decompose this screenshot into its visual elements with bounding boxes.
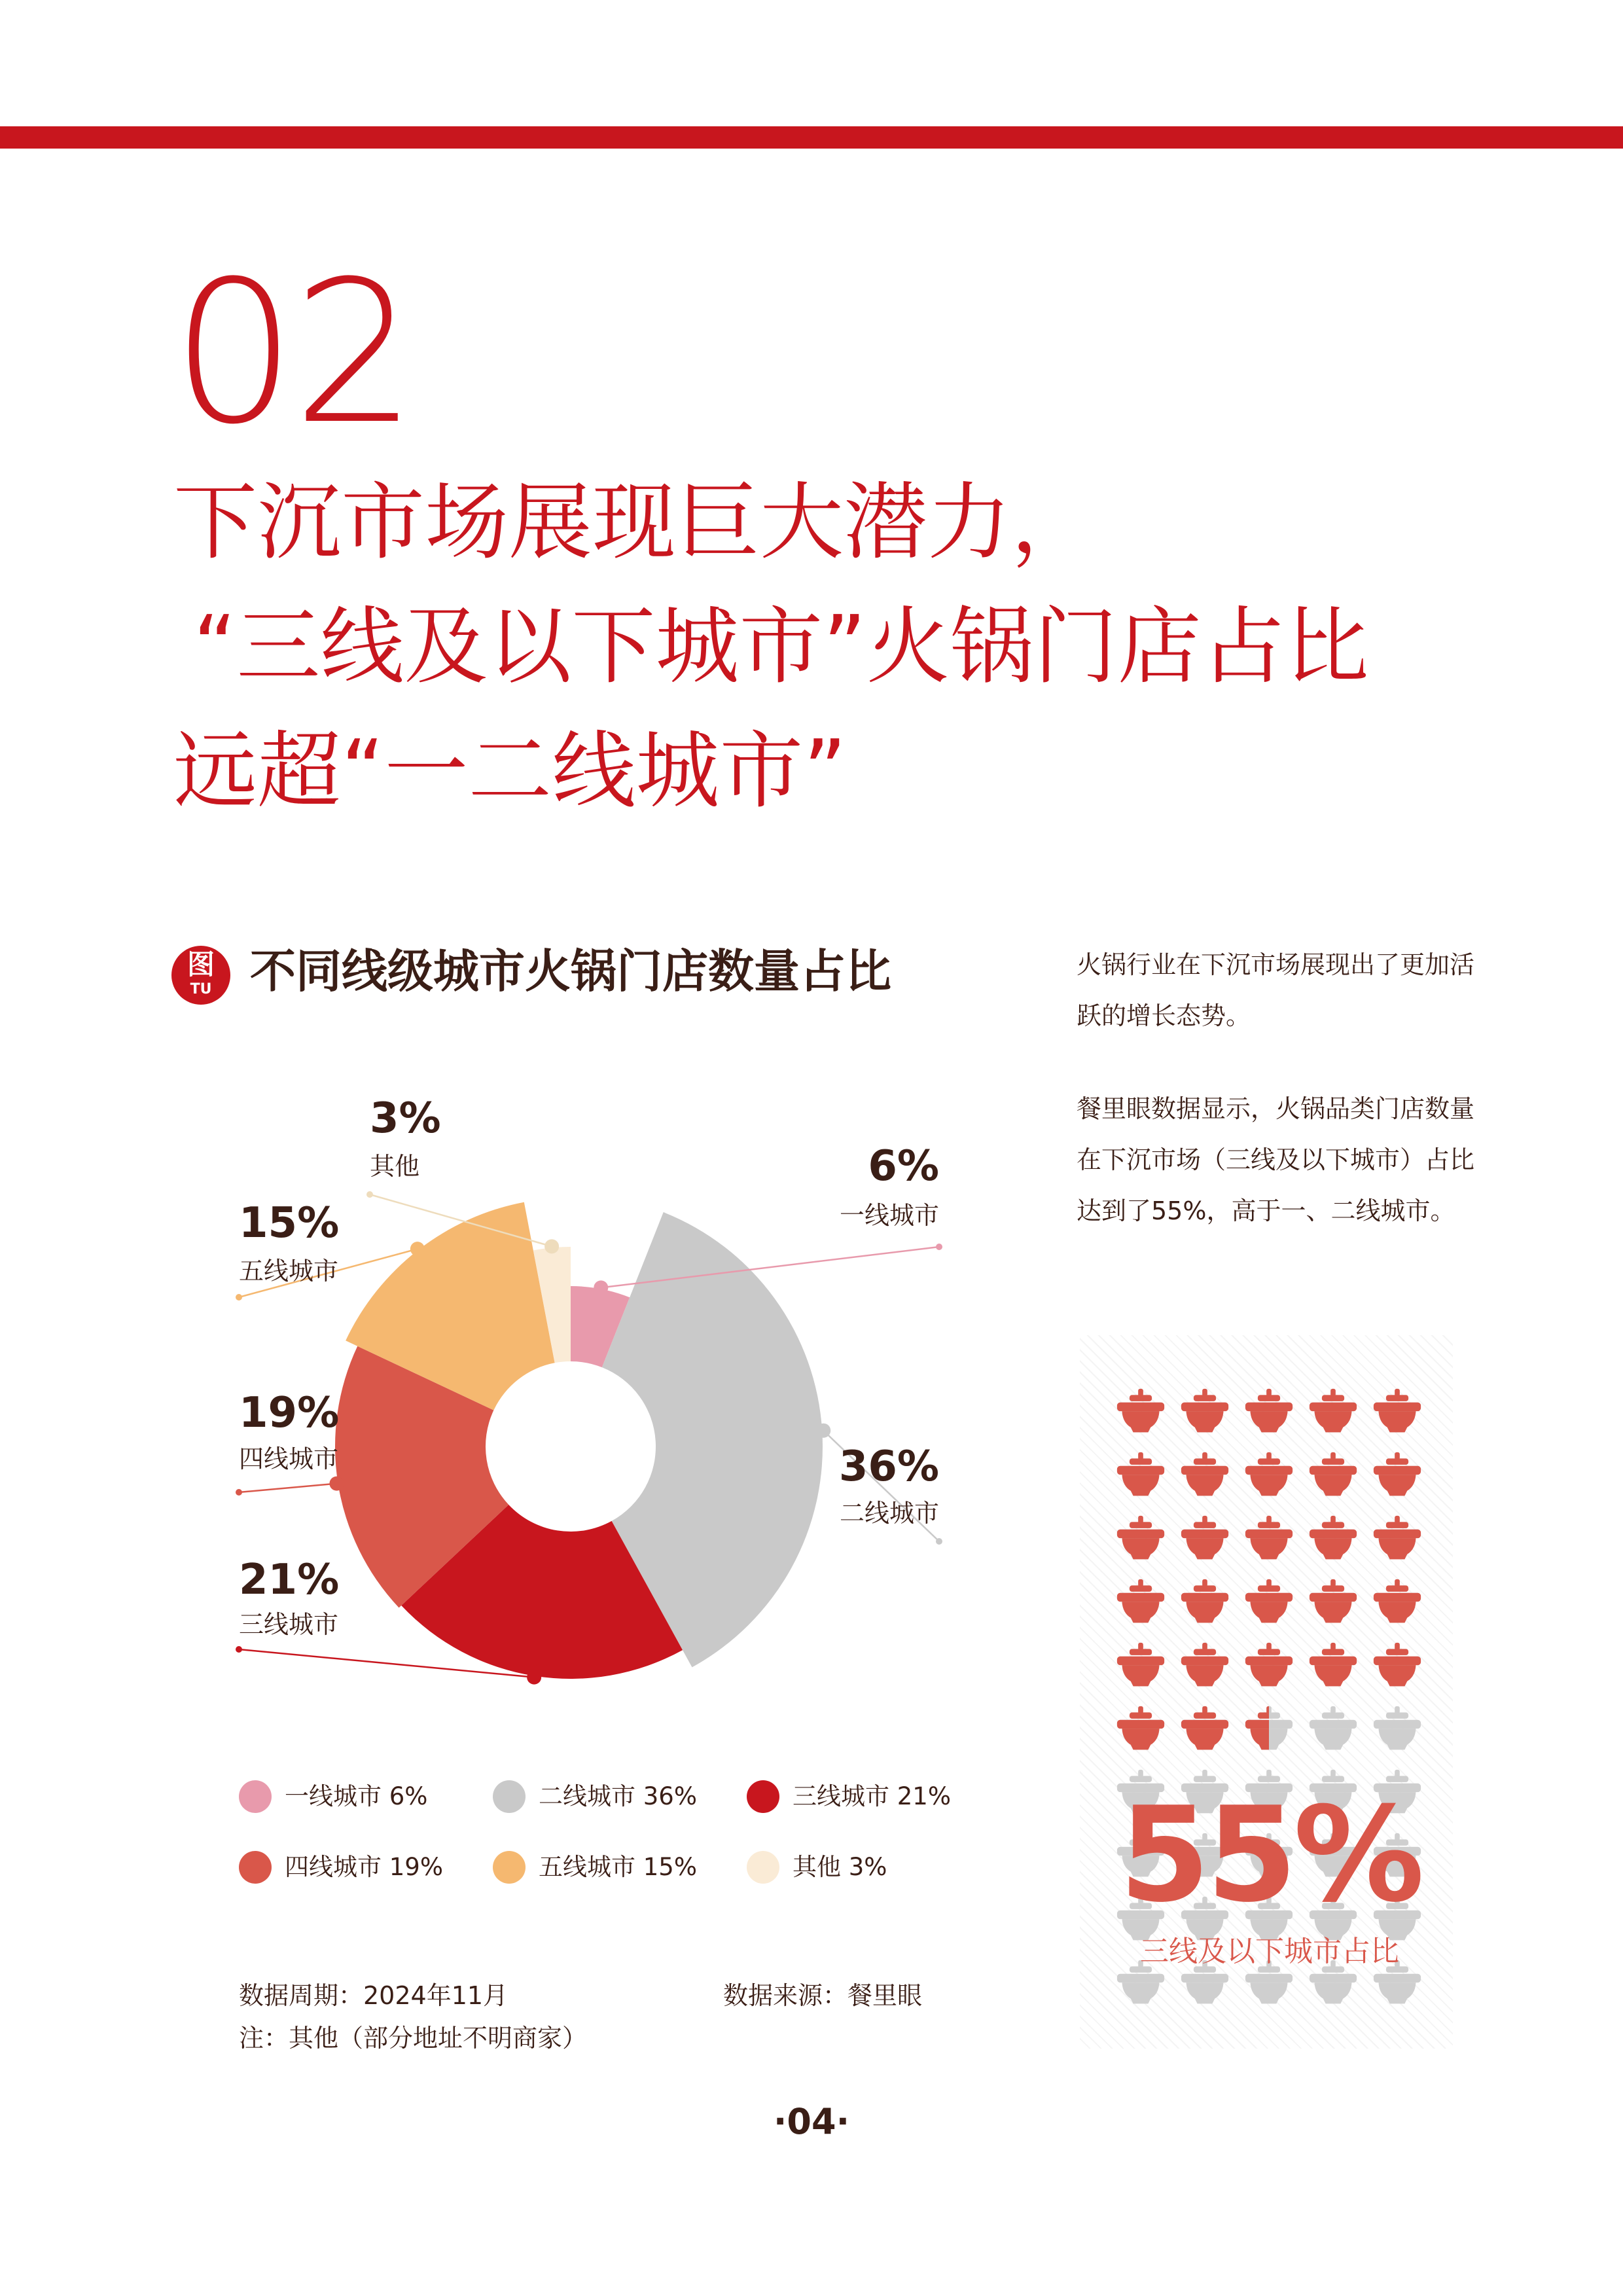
- donut-chart: [0, 0, 1047, 1767]
- leader-end-dot-tier4: [236, 1489, 242, 1496]
- category-label-tier5: 五线城市: [239, 1257, 339, 1285]
- big-stat-value: 55%: [1119, 1779, 1421, 1931]
- leader-start-dot-tier1: [594, 1280, 608, 1295]
- side-paragraph-2: 餐里眼数据显示，火锅品类门店数量在下沉市场（三线及以下城市）占比达到了55%，高于一、二线城市。: [1077, 1094, 1475, 1225]
- leader-end-dot-tier2: [936, 1538, 942, 1545]
- hotpot-icon: [1116, 1388, 1166, 1437]
- hotpot-icon: [1244, 1705, 1294, 1755]
- leader-start-dot-tier3: [527, 1670, 541, 1685]
- legend-dot-tier2: [493, 1780, 526, 1813]
- hotpot-icon: [1308, 1641, 1358, 1691]
- hotpot-icon: [1180, 1451, 1230, 1501]
- hotpot-icon: [1244, 1578, 1294, 1628]
- hotpot-icon: [1180, 1705, 1230, 1755]
- value-label-other: 3%: [370, 1094, 441, 1143]
- legend-label-tier3: 三线城市 21%: [793, 1782, 951, 1810]
- headline-line-3: 远超“一二线城市”: [173, 723, 847, 820]
- hotpot-icon: [1372, 1451, 1422, 1501]
- hotpot-icon: [1244, 1388, 1294, 1437]
- pictogram-panel: [1080, 1335, 1453, 2049]
- leader-line-tier4: [239, 1484, 336, 1492]
- legend-dot-other: [747, 1851, 779, 1884]
- category-label-tier4: 四线城市: [239, 1444, 339, 1473]
- leader-start-dot-tier4: [329, 1477, 344, 1491]
- hotpot-icon: [1372, 1578, 1422, 1628]
- leader-end-dot-tier1: [936, 1244, 942, 1250]
- headline-line-1: 下沉市场展现巨大潜力，: [173, 474, 1096, 571]
- value-label-tier3: 21%: [239, 1556, 340, 1604]
- legend-label-tier5: 五线城市 15%: [539, 1853, 697, 1881]
- category-label-other: 其他: [370, 1152, 420, 1181]
- leader-end-dot-other: [366, 1191, 373, 1198]
- category-label-tier2: 二线城市: [839, 1499, 939, 1528]
- hotpot-icon: [1180, 1388, 1230, 1437]
- hotpot-icon: [1116, 1515, 1166, 1564]
- hotpot-icon: [1372, 1705, 1422, 1755]
- category-label-tier3: 三线城市: [239, 1610, 339, 1639]
- data-source-note: 数据来源：餐里眼: [723, 1981, 923, 2010]
- other-category-note: 注：其他（部分地址不明商家）: [239, 2024, 588, 2053]
- value-label-tier5: 15%: [239, 1199, 340, 1247]
- hotpot-icon: [1308, 1451, 1358, 1501]
- section-number: 02: [171, 239, 414, 467]
- hotpot-icon: [1180, 1641, 1230, 1691]
- hotpot-icon: [1372, 1388, 1422, 1437]
- value-label-tier4: 19%: [239, 1389, 340, 1437]
- hotpot-icon: [1308, 1705, 1358, 1755]
- headline-line-2: “三线及以下城市”火锅门店占比: [193, 598, 1369, 696]
- hotpot-icon: [1180, 1515, 1230, 1564]
- big-stat-caption: 三线及以下城市占比: [1140, 1935, 1399, 1968]
- legend-label-other: 其他 3%: [793, 1853, 887, 1881]
- legend-dot-tier5: [493, 1851, 526, 1884]
- chart-title: 不同线级城市火锅门店数量占比: [250, 944, 891, 998]
- value-label-tier1: 6%: [868, 1142, 939, 1191]
- legend-dot-tier4: [239, 1851, 272, 1884]
- hotpot-icon: [1244, 1515, 1294, 1564]
- badge-bottom-text: TU: [190, 981, 212, 997]
- legend-dot-tier3: [747, 1780, 779, 1813]
- side-paragraph-1: 火锅行业在下沉市场展现出了更加活跃的增长态势。: [1077, 950, 1475, 1030]
- hotpot-icon: [1244, 1641, 1294, 1691]
- hotpot-icon: [1372, 1641, 1422, 1691]
- hotpot-icon: [1116, 1451, 1166, 1501]
- hotpot-icon: [1244, 1451, 1294, 1501]
- hotpot-icon: [1308, 1388, 1358, 1437]
- hotpot-icon: [1372, 1515, 1422, 1564]
- leader-start-dot-tier5: [410, 1242, 425, 1256]
- leader-start-dot-tier2: [816, 1424, 830, 1438]
- hotpot-icon: [1116, 1578, 1166, 1628]
- badge-top-char: 图: [187, 948, 215, 980]
- legend-label-tier1: 一线城市 6%: [285, 1782, 428, 1810]
- hotpot-icon: [1180, 1578, 1230, 1628]
- legend-label-tier4: 四线城市 19%: [285, 1853, 443, 1881]
- legend-label-tier2: 二线城市 36%: [539, 1782, 697, 1810]
- value-label-tier2: 36%: [838, 1443, 939, 1491]
- leader-start-dot-other: [544, 1239, 559, 1253]
- leader-end-dot-tier3: [236, 1646, 242, 1653]
- page-number: ·04·: [773, 2101, 850, 2142]
- category-label-tier1: 一线城市: [839, 1201, 939, 1230]
- hotpot-icon: [1308, 1578, 1358, 1628]
- hotpot-icon: [1116, 1705, 1166, 1755]
- leader-end-dot-tier5: [236, 1294, 242, 1300]
- hotpot-icon: [1308, 1515, 1358, 1564]
- hotpot-icon: [1116, 1641, 1166, 1691]
- data-period-note: 数据周期：2024年11月: [239, 1981, 508, 2010]
- legend-dot-tier1: [239, 1780, 272, 1813]
